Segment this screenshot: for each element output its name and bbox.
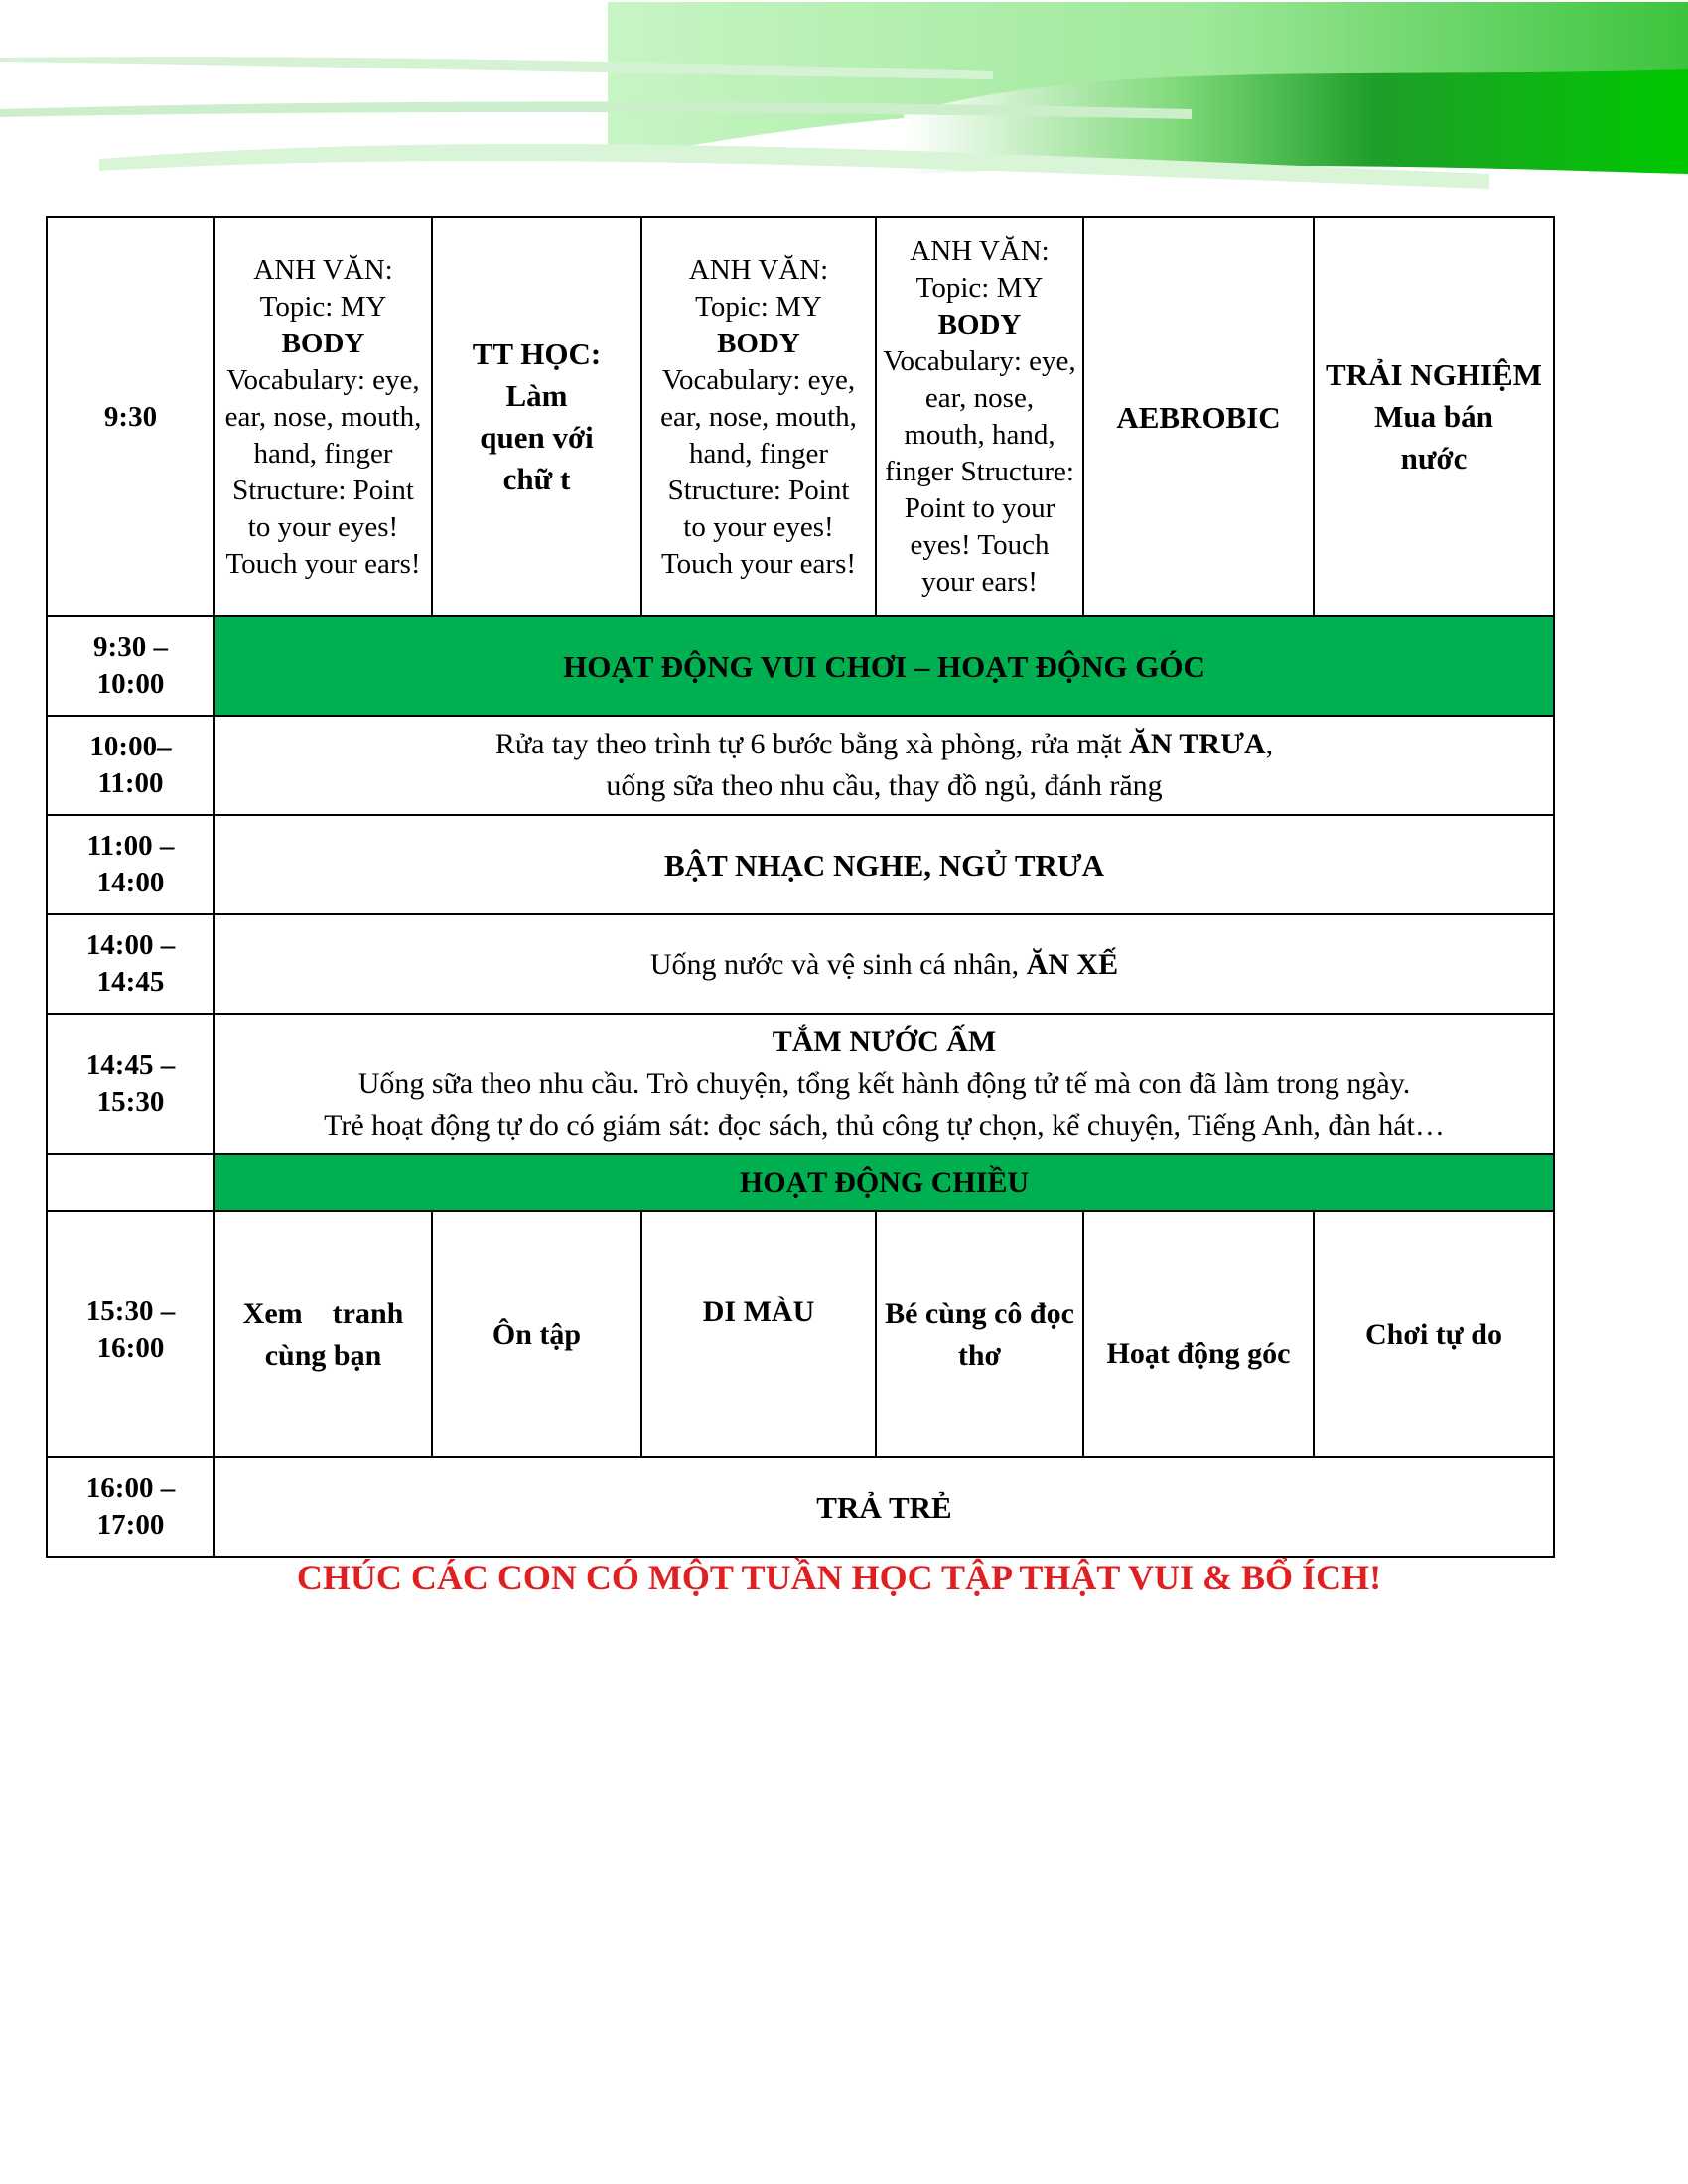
header-banner	[0, 0, 1688, 213]
closing-wish: CHÚC CÁC CON CÓ MỘT TUẦN HỌC TẬP THẬT VUI & BỔ ÍCH!	[296, 1558, 1382, 1597]
bath-activity: TẮM NƯỚC ẤM Uống sữa theo nhu cầu. Trò chuyện, tổng kết hành động tử tế mà con đã làm trong ngày. Trẻ hoạt động tự do có giám sát: đọc sách, thủ công tự chọn, kể chuyện, Tiếng Anh, đàn hát…	[214, 1014, 1554, 1154]
pickup-activity: TRẢ TRẺ	[214, 1457, 1554, 1557]
afternoon-cell-4: Bé cùng cô đọc thơ	[876, 1211, 1083, 1457]
english-cell-3: ANH VĂN: Topic: MY BODY Vocabulary: eye, ear, nose, mouth, hand, finger Structure: Point to your eyes! Touch your ears!	[876, 217, 1083, 616]
row-play	[47, 616, 1554, 716]
row-afternoon-header	[47, 1154, 1554, 1211]
row-bath	[47, 1014, 1554, 1154]
time-play: 9:30 – 10:00	[47, 616, 214, 716]
time-snack: 14:00 – 14:45	[47, 914, 214, 1014]
literacy-cell: TT HỌC: Làm quen với chữ t	[432, 217, 641, 616]
schedule-table	[46, 216, 1555, 1558]
time-bath: 14:45 – 15:30	[47, 1014, 214, 1154]
afternoon-cell-3: DI MÀU	[641, 1211, 876, 1457]
row-nap	[47, 815, 1554, 914]
english-cell-1: ANH VĂN: Topic: MY BODY Vocabulary: eye, ear, nose, mouth, hand, finger Structure: Point to your eyes! Touch your ears!	[214, 217, 432, 616]
snack-activity: Uống nước và vệ sinh cá nhân, ĂN XẾ	[214, 914, 1554, 1014]
afternoon-cell-5: Hoạt động góc	[1083, 1211, 1314, 1457]
row-lunch	[47, 716, 1554, 815]
time-lunch: 10:00– 11:00	[47, 716, 214, 815]
afternoon-header: HOẠT ĐỘNG CHIỀU	[214, 1154, 1554, 1211]
row-pickup	[47, 1457, 1554, 1557]
afternoon-cell-6: Chơi tự do	[1314, 1211, 1554, 1457]
play-activity: HOẠT ĐỘNG VUI CHƠI – HOẠT ĐỘNG GÓC	[214, 616, 1554, 716]
row-930	[47, 217, 1554, 616]
time-pickup: 16:00 – 17:00	[47, 1457, 214, 1557]
lunch-activity: Rửa tay theo trình tự 6 bước bằng xà phòng, rửa mặt ĂN TRƯA, uống sữa theo nhu cầu, thay đồ ngủ, đánh răng	[214, 716, 1554, 815]
afternoon-cell-2: Ôn tập	[432, 1211, 641, 1457]
row-afternoon	[47, 1211, 1554, 1457]
time-afternoon: 15:30 – 16:00	[47, 1211, 214, 1457]
empty-time-cell	[47, 1154, 214, 1211]
aerobic-cell: AEBROBIC	[1083, 217, 1314, 616]
time-nap: 11:00 – 14:00	[47, 815, 214, 914]
experience-cell: TRẢI NGHIỆM Mua bán nước	[1314, 217, 1554, 616]
row-snack	[47, 914, 1554, 1014]
afternoon-cell-1: Xem tranh cùng bạn	[214, 1211, 432, 1457]
english-cell-2: ANH VĂN: Topic: MY BODY Vocabulary: eye, ear, nose, mouth, hand, finger Structure: Point to your eyes! Touch your ears!	[641, 217, 876, 616]
time-930: 9:30	[47, 217, 214, 616]
nap-activity: BẬT NHẠC NGHE, NGỦ TRƯA	[214, 815, 1554, 914]
